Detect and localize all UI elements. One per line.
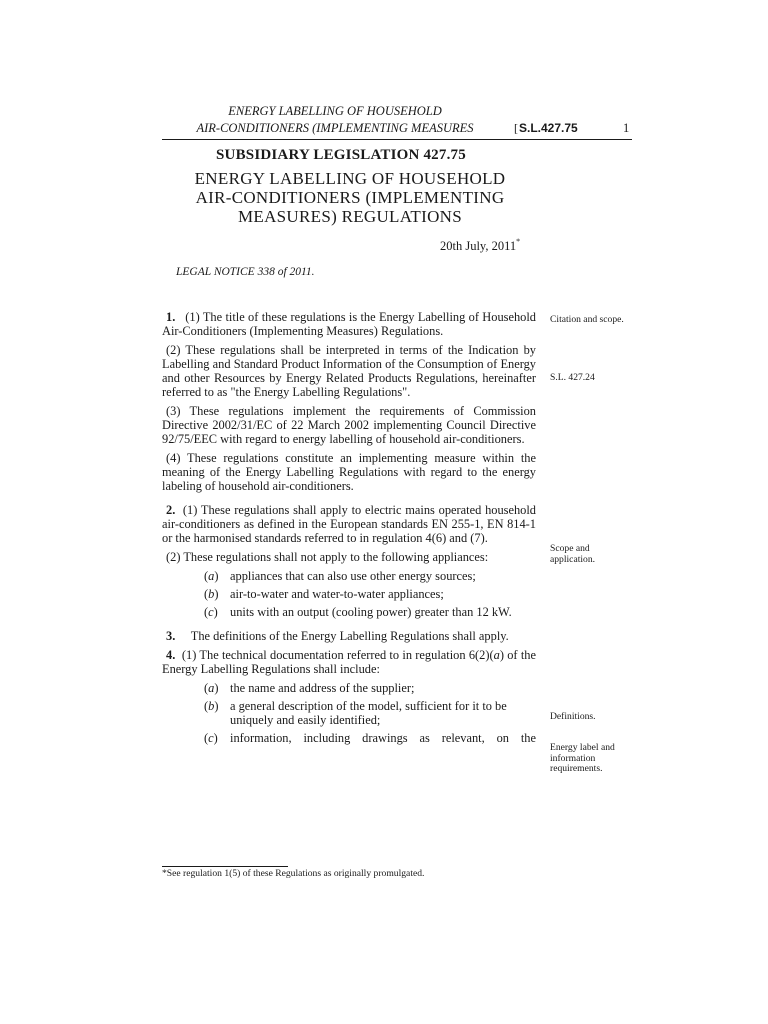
margin-note-energy-label: Energy label and information requirements. <box>550 742 615 774</box>
list-item-text: air-to-water and water-to-water appliances; <box>230 587 444 601</box>
regulation-1-para-4 <box>162 451 536 493</box>
list-item <box>162 605 536 619</box>
regulation-4-text-1c: ) of the Energy Labelling Regulations shall include: <box>162 648 536 676</box>
footnote-rule <box>162 866 288 867</box>
regulation-4-number: 4. <box>166 648 176 662</box>
list-item-text: the name and address of the supplier; <box>230 681 415 695</box>
title-line-3: MEASURES) REGULATIONS <box>237 207 462 226</box>
regulations-body <box>162 310 536 749</box>
running-header-bracket: [ <box>514 121 518 135</box>
list-item-marker: (a) <box>204 681 219 695</box>
regulation-1-number: 1. <box>166 310 176 324</box>
regulation-1-text-1: (1) The title of these regulations is the Energy Labelling of Household Air-Conditioners (Implementing Measures) Regulations. <box>162 310 536 338</box>
footnote: *See regulation 1(5) of these Regulations as originally promulgated. <box>162 868 425 879</box>
regulation-1-text-3: (3) These regulations implement the requirements of Commission Directive 2002/31/EC of 22 March 2002 implementing Council Directive 92/75/EEC with regard to energy labelling of household air-conditioners. <box>162 404 536 446</box>
margin-note-sl-reference: S.L. 427.24 <box>550 372 595 383</box>
list-item-text: units with an output (cooling power) greater than 12 kW. <box>230 605 512 619</box>
list-item-marker: (c) <box>204 605 218 619</box>
list-item <box>162 731 536 745</box>
regulation-2-para-1 <box>162 503 536 545</box>
running-header-reference <box>514 121 578 135</box>
title-line-2: AIR-CONDITIONERS (IMPLEMENTING <box>195 188 505 207</box>
regulation-1-para-2 <box>162 343 536 399</box>
running-header-line-2: AIR-CONDITIONERS (IMPLEMENTING MEASURES <box>196 121 474 135</box>
regulation-4-text-1b: a <box>493 648 500 662</box>
date-footnote-mark: * <box>516 237 521 246</box>
list-item-marker: (c) <box>204 731 218 745</box>
list-item-marker: (b) <box>204 587 219 601</box>
running-header-title <box>165 103 505 137</box>
list-item <box>162 569 536 583</box>
regulation-2-number: 2. <box>166 503 176 517</box>
regulation-1-text-4: (4) These regulations constitute an implementing measure within the meaning of the Energy Labelling Regulations with regard to the energy labeling of household air-conditioners. <box>162 451 536 493</box>
regulation-3-number: 3. <box>166 629 176 643</box>
subsidiary-legislation-heading: SUBSIDIARY LEGISLATION 427.75 <box>216 147 466 163</box>
title-line-1: ENERGY LABELLING OF HOUSEHOLD <box>194 169 506 188</box>
legal-notice: LEGAL NOTICE 338 of 2011. <box>176 266 315 278</box>
regulation-1-para-1 <box>162 310 536 338</box>
commencement-date <box>440 236 520 253</box>
list-item-text: appliances that can also use other energy sources; <box>230 569 476 583</box>
header-rule <box>162 139 632 140</box>
list-item-text: a general description of the model, sufficient for it to be uniquely and easily identified; <box>230 699 507 727</box>
margin-note-citation: Citation and scope. <box>550 314 624 325</box>
list-item-marker: (b) <box>204 699 219 713</box>
margin-note-scope: Scope and application. <box>550 543 596 565</box>
list-item <box>162 681 536 695</box>
regulation-3-para-1 <box>162 629 536 643</box>
page-number: 1 <box>623 121 630 135</box>
regulation-2-text-1: (1) These regulations shall apply to electric mains operated household air-conditioners as defined in the European standards EN 255-1, EN 814-1 or the harmonised standards referred to in regulation 4(6) and (7). <box>162 503 536 545</box>
margin-note-definitions: Definitions. <box>550 711 596 722</box>
regulation-1-text-2: (2) These regulations shall be interpreted in terms of the Indication by Labelling and Standard Product Information of the Consumption of Energy and other Resources by Energy Related Products Regulations, hereinafter referred to as "the Energy Labelling Regulations". <box>162 343 536 399</box>
list-item <box>162 587 536 601</box>
running-header-sl-number: S.L.427.75 <box>519 121 578 135</box>
regulation-2-text-2: (2) These regulations shall not apply to the following appliances: <box>166 550 489 564</box>
regulation-2-para-2 <box>162 550 536 564</box>
running-header-line-1: ENERGY LABELLING OF HOUSEHOLD <box>228 104 442 118</box>
list-item-text: information, including drawings as relevant, on the <box>230 731 536 745</box>
regulation-4-para-1 <box>162 648 536 676</box>
list-item <box>162 699 536 727</box>
date-text: 20th July, 2011 <box>440 239 517 254</box>
page-title <box>165 169 535 226</box>
regulation-1-para-3 <box>162 404 536 446</box>
list-item-marker: (a) <box>204 569 219 583</box>
regulation-4-text-1a: (1) The technical documentation referred to in regulation 6(2)( <box>181 648 494 662</box>
regulation-3-text-1: The definitions of the Energy Labelling Regulations shall apply. <box>190 629 509 643</box>
